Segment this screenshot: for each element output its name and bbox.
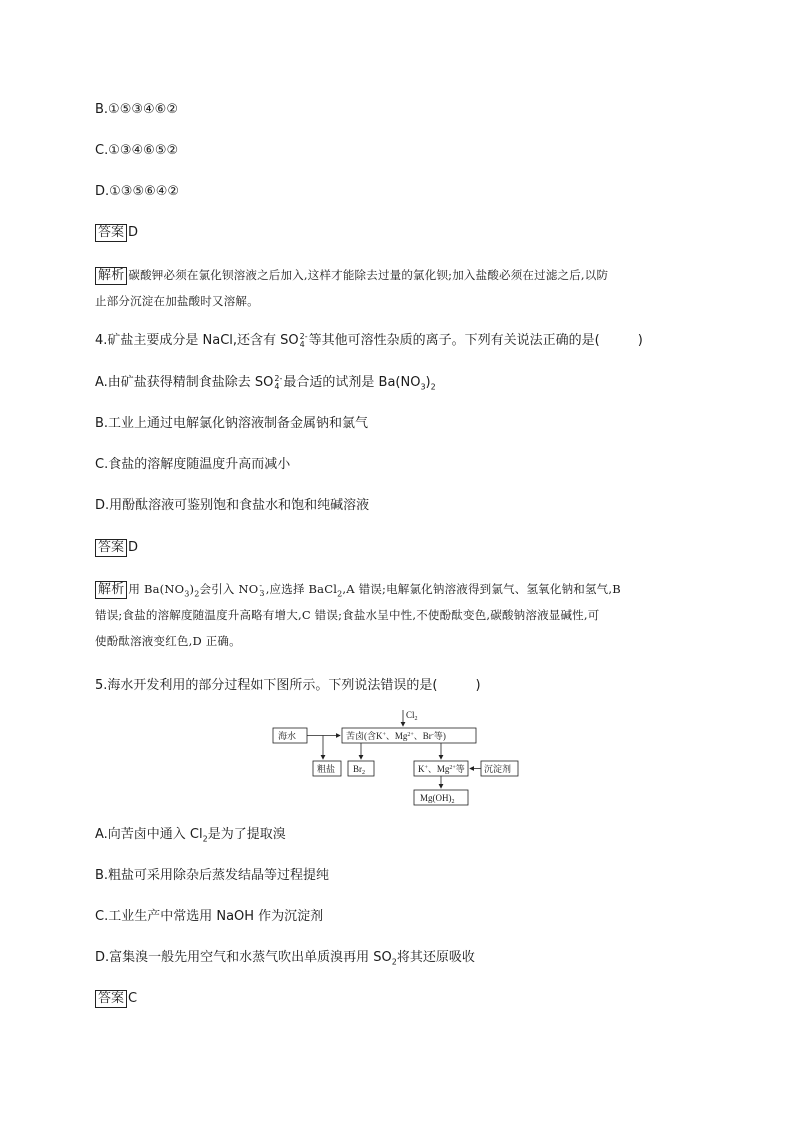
answer-value: D <box>128 225 139 240</box>
q4-option-a: A.由矿盐获得精制食盐除去 SO 2- 4 最合适的试剂是 $Ba(NO_3)_2$ <box>95 373 436 392</box>
q5-option-b: B.粗盐可采用除杂后蒸发结晶等过程提纯 <box>95 868 330 883</box>
cl2-label: $Cl_2$ <box>406 710 418 722</box>
answer-tag: 答案 <box>95 990 127 1008</box>
q4-option-d: D.用酚酞溶液可鉴别饱和食盐水和饱和纯碱溶液 <box>95 498 370 513</box>
answer-value: C <box>128 991 138 1006</box>
q4-answer-row <box>95 539 138 557</box>
brine-label: 苦卤(含K+、$Mg^{2+}$、Br-等) <box>346 731 446 741</box>
precipitant-label: 沉淀剂 <box>484 764 512 774</box>
seawater-flow-diagram <box>270 708 530 808</box>
explanation-tag: 解析 <box>95 581 127 599</box>
explanation-tag: 解析 <box>95 267 127 285</box>
answer-value: D <box>128 540 139 555</box>
q4-option-b: B.工业上通过电解氯化钠溶液制备金属钠和氯气 <box>95 416 369 431</box>
q3-explanation-line2: 止部分沉淀在加盐酸时又溶解。 <box>95 294 259 308</box>
option-b: B.①⑤③④⑥② <box>95 102 178 117</box>
answer-tag: 答案 <box>95 224 127 242</box>
q3-explanation-line1: 解析 碳酸钾必须在氯化钡溶液之后加入,这样才能除去过量的氯化钡;加入盐酸必须在过滤之后,以防 <box>95 266 608 285</box>
q4-stem: 4.矿盐主要成分是 NaCl,还含有 SO 2- 4 等其他可溶性杂质的离子。下列有关说法正确的是( ) <box>95 331 643 349</box>
q3-answer-row <box>95 224 138 242</box>
mgoh2-label: $Mg(OH)_2$ <box>420 793 455 805</box>
crude-salt-label: 粗盐 <box>317 764 336 774</box>
seawater-label: 海水 <box>278 731 297 741</box>
q4-explanation-line1: 解析 用 $Ba(NO_3)_2$会引入 NO - 3 ,应选择 BaCl$_2$,A 错误;电解氯化钠溶液得到氯气、氢氧化钠和氢气,B <box>95 580 621 599</box>
option-c: C.①③④⑥⑤② <box>95 143 179 158</box>
q5-option-c: C.工业生产中常选用 NaOH 作为沉淀剂 <box>95 909 324 924</box>
k-mg-label: K+、$Mg^{2+}$等 <box>418 764 465 774</box>
q4-option-c: C.食盐的溶解度随温度升高而减小 <box>95 457 291 472</box>
q5-option-d: D.富集溴一般先用空气和水蒸气吹出单质溴再用 $SO_2$将其还原吸收 <box>95 950 475 967</box>
q5-answer-row <box>95 990 137 1008</box>
q5-option-a: A.向苦卤中通入 $Cl_2$是为了提取溴 <box>95 827 286 844</box>
option-d: D.①③⑤⑥④② <box>95 184 180 199</box>
q4-explanation-line2: 错误;食盐的溶解度随温度升高略有增大,C 错误;食盐水呈中性,不使酚酞变色,碳酸钠溶液显碱性,可 <box>95 608 600 622</box>
q4-explanation-line3: 使酚酞溶液变红色,D 正确。 <box>95 634 241 648</box>
br2-label: $Br_2$ <box>353 764 365 776</box>
answer-tag: 答案 <box>95 539 127 557</box>
q5-stem: 5.海水开发利用的部分过程如下图所示。下列说法错误的是( ) <box>95 678 481 693</box>
